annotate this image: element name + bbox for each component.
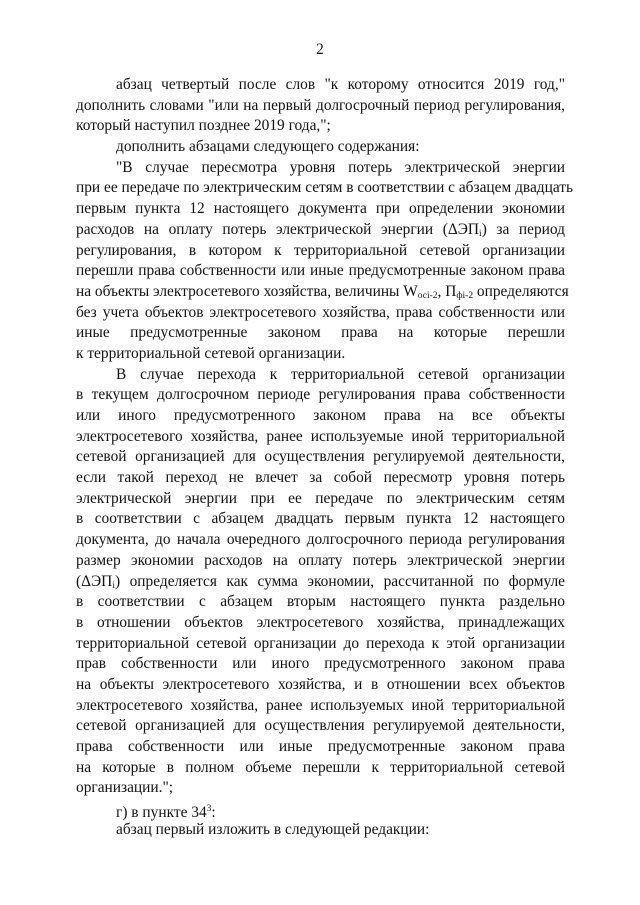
line-text: без учета объектов электросетевого хозяйства, права собственности или [76,303,565,321]
line-text: дополнить словами "или на первый долгосрочный период регулирования, [76,96,565,114]
line-text: перешли права собственности или иные предусмотренные законом права [76,262,565,280]
subscript: i [112,580,115,591]
text-line [76,489,565,510]
superscript: 3 [206,804,212,815]
line-text: электросетевого хозяйства, ранее используемых иной территориальной [76,696,565,714]
line-text: регулирования, в котором к территориальной сетевой организации [76,241,565,259]
line-text: прав собственности или иного предусмотренного законом права [76,655,565,673]
line-text: в соответствии с абзацем вторым настоящего пункта раздельно [76,593,565,611]
text-line [76,696,565,717]
line-text: электрической энергии при ее передаче по электрическим сетям [76,489,565,507]
subscript: i [479,228,482,239]
line-text: ) определяется как сумма экономии, рассчитанной по формуле [114,572,565,590]
line-text: который наступил позднее 2019 года,"; [76,117,331,135]
text-line [76,158,565,179]
text-line [76,406,565,427]
text-line [76,592,565,613]
line-text: размер экономии расходов на оплату потерь электрической энергии [76,551,565,569]
line-text: на объекты электросетевого хозяйства, величины W [76,282,418,300]
line-text: расходов на оплату потерь электрической энергии (ΔЭП [76,220,480,238]
text-line [76,241,565,262]
line-text: к территориальной сетевой организации. [76,344,346,362]
line-text: в отношении объектов электросетевого хозяйства, принадлежащих [76,613,565,631]
line-text: иные предусмотренные законом права на которые перешли [76,324,565,342]
line-text: : [211,804,216,822]
line-text: организации."; [76,779,174,797]
text-line [76,385,565,406]
line-text: в текущем долгосрочном периоде регулирования права собственности [76,386,565,404]
text-line [76,530,565,551]
text-line [76,716,565,737]
text-line [76,799,565,820]
text-line [76,178,574,199]
text-line [76,758,565,779]
text-line [76,509,565,530]
text-line [76,344,565,365]
text-line [76,654,565,675]
line-text: определяются [473,282,569,300]
line-text: (ΔЭП [76,572,113,590]
text-line [76,675,565,696]
line-text: на которые в полном объеме перешли к территориальной сетевой [76,758,565,776]
document-body [76,75,574,840]
line-text: , П [437,282,457,300]
line-text: документа, до начала очередного долгосрочного периода регулирования [76,531,565,549]
text-line [76,323,565,344]
page-number: 2 [316,41,324,58]
text-line [76,137,565,158]
line-text: абзац первый изложить в следующей редакции: [116,820,430,838]
line-text: права собственности или иные предусмотренные законом права [76,738,565,755]
subscript: фi-2 [456,290,474,301]
line-text: или иного предусмотренного законом права на все объекты [76,407,565,424]
line-text: при ее передаче по электрическим сетям в соответствии с абзацем двадцать [76,179,574,197]
text-line [76,282,569,303]
text-line [76,613,565,634]
text-line [76,199,565,220]
line-text: на объекты электросетевого хозяйства, и в отношении всех объектов [76,675,565,693]
text-line [76,303,565,324]
text-line [76,820,565,841]
line-text: сетевой организацией для осуществления регулируемой деятельности, [76,448,565,466]
line-text: сетевой организацией для осуществления регулируемой деятельности, [76,717,565,735]
text-line [76,634,565,655]
line-text: если такой переход не влечет за собой пересмотр уровня потерь [76,469,565,487]
text-line [76,468,565,489]
line-text: в соответствии с абзацем двадцать первым пункта 12 настоящего [76,510,565,528]
text-line [76,572,565,593]
subscript: осi-2 [417,290,438,301]
text-line [76,778,565,799]
text-line [76,447,565,468]
line-text: г) в пункте 34 [116,804,207,822]
line-text: "В случае пересмотра уровня потерь электрической энергии [116,158,565,176]
text-line [76,737,565,758]
line-text: территориальной сетевой организации до перехода к этой организации [76,634,565,652]
text-line [76,365,565,386]
text-line [76,75,565,96]
text-line [76,96,565,117]
line-text: В случае перехода к территориальной сетевой организации [116,365,565,383]
line-text: первым пункта 12 настоящего документа при определении экономии [76,200,565,218]
line-text: дополнить абзацами следующего содержания: [116,138,420,156]
line-text: абзац четвертый после слов "к которому относится 2019 год," [116,76,565,93]
text-line [76,116,565,137]
text-line [76,427,565,448]
line-text: электросетевого хозяйства, ранее используемые иной территориальной [76,427,565,445]
text-line [76,261,565,282]
text-line [76,220,565,241]
line-text: ) за период [481,220,565,238]
text-line [76,551,565,572]
